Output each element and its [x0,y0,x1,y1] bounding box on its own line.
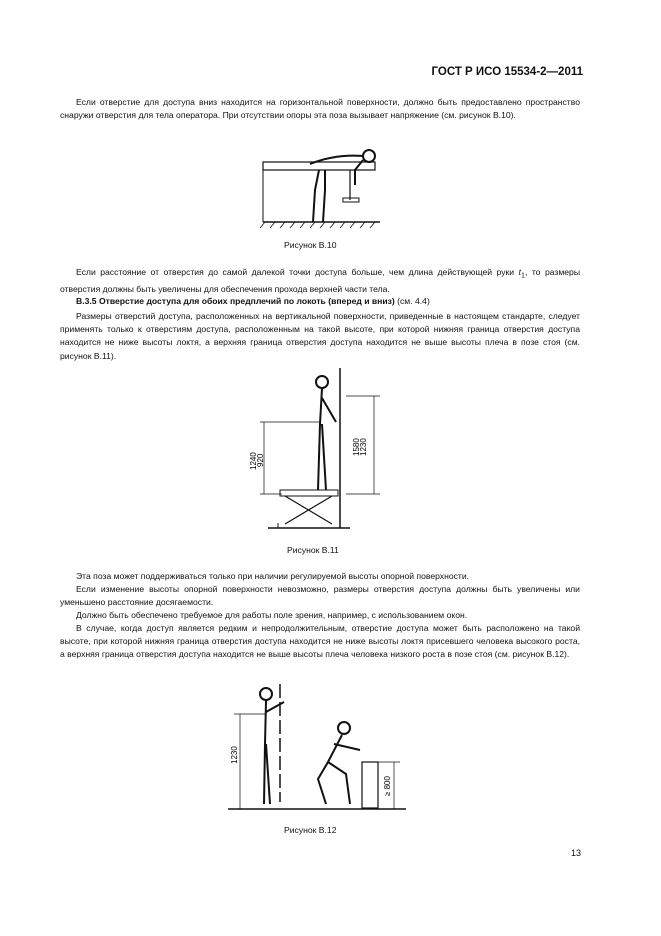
dim-label: 1240 [249,452,258,470]
figure-caption: Рисунок В.11 [287,545,339,555]
dim-label: 1580 [352,438,361,456]
section-number: В.3.5 [76,296,97,306]
document-header: ГОСТ Р ИСО 15534-2—2011 [431,66,583,78]
paragraph: Если отверстие для доступа вниз находится на горизонтальной поверхности, должно быть предоставлено пространство снаружи отверстия для тела оператора. При отсутствии опоры эта поза вызывает напряжение (см. рисунок В.10). [60,97,580,121]
figure-b12 [228,684,408,814]
section-title: Отверстие доступа для обоих предплечий по локоть (вперед и вниз) [98,296,395,306]
figure-b10 [255,140,385,230]
dim-label: 920 [256,453,265,467]
paragraph-text: Если расстояние от отверстия до самой далекой точки доступа больше, чем длина действующей руки [76,267,519,277]
section-ref: (см. 4.4) [394,296,430,306]
dim-label: ≥ 800 [383,776,392,796]
paragraph: Размеры отверстий доступа, расположенных на вертикальной поверхности, приведенные в настоящем стандарте, следует применять только к отверстиям доступа, расположенным на такой высоте, при которой нижняя граница отверстия доступа находится не ниже высоты локтя, а верхняя граница отверстия доступа находится не выше высоты плеча в позе стоя (см. рисунок В.11). [60,311,580,361]
paragraph: Должно быть обеспечено требуемое для работы поле зрения, например, с использованием окон. [76,610,468,620]
figure-b11 [250,368,390,533]
symbol: t [518,267,521,277]
paragraph: Если изменение высоты опорной поверхности невозможно, размеры отверстия доступа должны быть увеличены или уменьшено расстояние досягаемости. [60,584,580,608]
paragraph-text: , то размеры отверстия должны быть увеличены для обеспечения прохода верхней части тела. [60,267,581,294]
subscript: 1 [520,271,525,280]
dim-label: 1230 [359,438,368,456]
figure-caption: Рисунок В.12 [284,825,337,835]
page-number: 13 [570,848,581,858]
paragraph: Эта поза может поддерживаться только при наличии регулируемой высоты опорной поверхности. [76,571,470,581]
figure-caption: Рисунок В.10 [284,240,337,250]
section-heading [60,295,580,308]
paragraph [60,266,580,296]
dim-label: 1230 [230,746,239,764]
paragraph: В случае, когда доступ является редким и непродолжительным, отверстие доступа может быть расположено на такой высоте, при которой нижняя граница отверстия доступа находится не ниже высоты локтя присевшего человека высокого роста, а верхняя граница отверстия доступа находится не выше высоты плеча человека низкого роста в позе стоя (см. рисунок В.12). [60,623,580,660]
